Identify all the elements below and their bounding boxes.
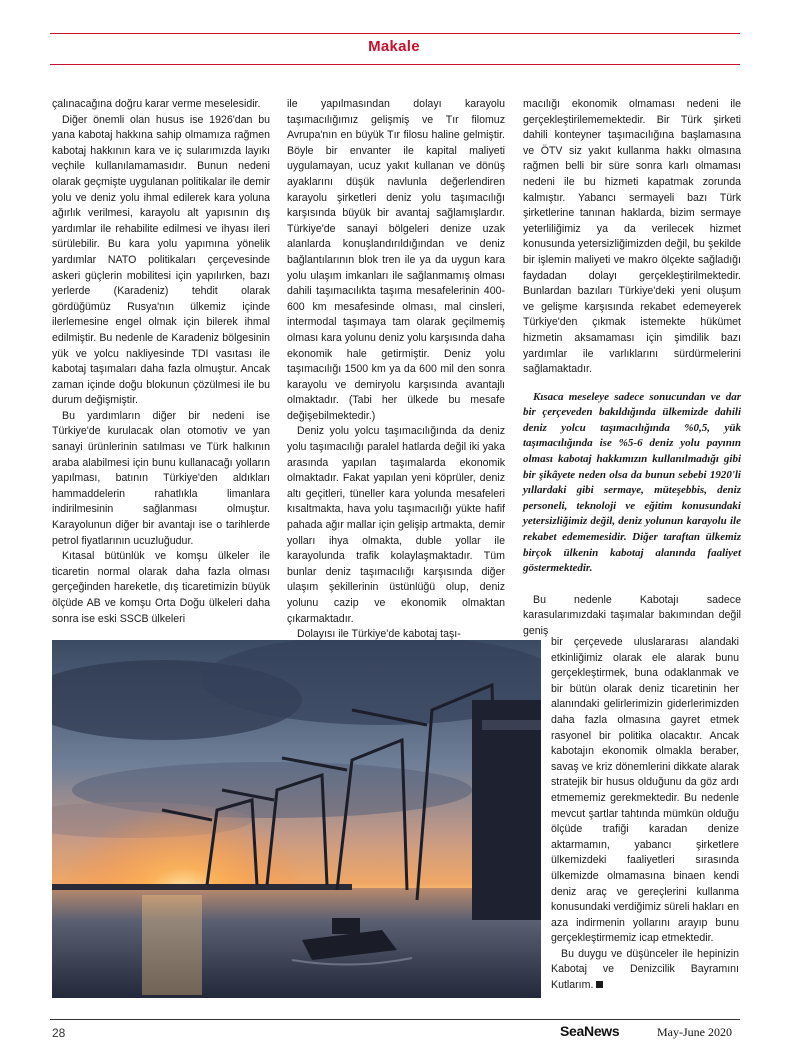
paragraph: Kıtasal bütünlük ve komşu ülkeler ile ticaretin normal olarak daha fazla olması gerçeğinden hareketle, dış ticaretimizin büyük ölçüde AB ve komşu Orta Doğu ülkeleri daha sonra ise eski SSCB ülkeleri <box>52 550 270 625</box>
paragraph: Deniz yolu yolcu taşımacılığında da deniz yolu taşımacılığı paralel hatlarda değil iki yaka arasında yapılan taşımalarda ekonomik olmaktadır. Fakat yapılan yeni köprüler, deniz altı geçitleri, tüneller kara yolunda mesafeleri kısaltmakta, hava yolu taşımacılığı yükte hafif pahada ağır mallar için gelişip artmakta, demir yolları ihya olmakta, duble yollar ile karayolunda trafik kolaylaşmaktadır. Tüm bunlar deniz taşımacılığı karşısında diğer ulaşım şekillerinin üstünlüğü olup, deniz yolunu cazip ve ekonomik olmaktan çıkarmaktadır. <box>287 425 505 625</box>
paragraph: Bu yardımların diğer bir nedeni ise Türkiye'de kurulacak olan otomotiv ve yan sanayi ürünlerinin satılması ve Türk halkının araba alabilmesi için bunu kullanacağı yolların yapılması, batının Türkiye'den aldıkları hammaddelerin rahatlıkla limanlara indirilmesinin sağlanması olmuştur. Karayolunun diğer bir avantajı ise o tarihlerde petrol fiyatlarının ucuzluğudur. <box>52 409 270 547</box>
article-column-3-continued <box>551 635 739 994</box>
paragraph: Bu nedenle Kabotajı sadece karasularımızdaki taşımalar bakımından değil geniş <box>523 593 741 637</box>
paragraph: Diğer önemli olan husus ise 1926'dan bu yana kabotaj hakkına sahip olmamıza rağmen kabotaj hakkının kara ve iç sularımızda layıkı veçhile kullanılamamasıdır. Bunun nedeni olarak geçmişte uygulanan politikalar ile demir yolu ve deniz yolu ihmal edilerek kara yoluna ağırlık verilmesi, karayolu alt yapısının dış yardımlar ile rehabilite edilmesi ve ihyası ileri sürülebilir. Bu kara yolu yapımına yönelik yardımlar NATO politikaları çerçevesinde askeri güçlerin mobilitesi için yapılırken, bazı yerlerde (Karadeniz) tehdit olarak gördüğümüz Rusya'nın ülkemiz içinde ilerlemesine engel olmak için bilerek ihmal edilmiştir. Bu nedenle de Karadeniz bölgesinin yük ve yolcu nakliyesinde TDI vasıtası ile kabotaj taşımaları daha fazla olmuştur. Ancak zaman içinde doğu blokunun çözülmesi ile bu durum değişmiştir. <box>52 113 270 407</box>
header-rule-bottom <box>50 64 740 65</box>
issue-date: May-June 2020 <box>657 1025 732 1039</box>
harbor-photo <box>52 640 541 998</box>
end-mark-icon <box>596 981 603 988</box>
article-column-3 <box>523 97 741 640</box>
article-column-1 <box>52 97 270 627</box>
footer-rule <box>50 1019 740 1020</box>
article-column-2 <box>287 97 505 643</box>
section-title: Makale <box>368 38 420 55</box>
paragraph: çalınacağına doğru karar verme meselesidir. <box>52 98 261 110</box>
page-number: 28 <box>52 1026 66 1040</box>
paragraph: macılığı ekonomik olmaması nedeni ile gerçekleştirilememektedir. Bir Türk şirketi dahili konteyner taşımacılığına başlamasına ve ÖTV siz yakıt kullanma hakkı olmasına rağmen belli bir süre sonra karlı olmaması nedeni ile bu hizmeti kapatmak zorunda kalmıştır. Yabancı sermayeli bazı Türk şirketlerine tanınan haklarda, bizim sermaye yeterliliğimiz ya da verilecek hizmet konusunda yetersizliğimizden değil, bu şekilde bir işlemin maliyeti ve makro ölçekte sağladığı faydadan dolayı gerçekleştirilmektedir. Bunlardan bazıları Türkiye'deki yeni oluşum ve gelişme karşısında rekabet edemeyerek Türkiye'den çıkmak istemekte hükümet hizmetin aksamaması için şimdilik bazı yardımlar ile varlıklarını sürdürmelerini sağlamaktadır. <box>523 98 741 376</box>
closing-text: Bu duygu ve düşünceler ile hepinizin Kabotaj ve Denizcilik Bayramını Kutlarım. <box>551 947 739 992</box>
paragraph: Dolayısı ile Türkiye'de kabotaj taşı- <box>297 628 461 641</box>
header-rule-top <box>50 33 740 34</box>
paragraph: ile yapılmasından dolayı karayolu taşımacılığımız gelişmiş ve Tır filomuz Avrupa'nın en büyük Tır filosu haline gelmiştir. Böyle bir envanter ile kapital maliyeti uygulamayan, ucuz yakıt kullanan ve dönüş ayaklarını düşük navlunla değerlendiren karayolu şirketleri deniz yolu taşımacılığı karşısında büyük bir avantaj sağlamışlardır. Türkiye'de sanayi bölgeleri denize uzak alanlarda konuşlandırıldığından ve deniz bağlantılarının blok tren ile ya da uygun kara yolu ulaşım imkanları ile sağlanmamış olması dahili taşımacılıkta taşıma mesafelerinin 400-600 km mesafesinde olması, mal cinsleri, intermodal taşımaya tam olarak geçilmemiş olması kara yolunu deniz yolu karşısında daha ekonomik hale getirmiştir. Deniz yolu taşımacılığı 1500 km ya da 600 mil den sonra karayolu ve demiryolu karşısında avantajlı olmaktadır. (Tabi her ülkede bu mesafe değişebilmektedir.) <box>287 98 505 422</box>
harbor-cranes-sunset-image <box>52 640 541 998</box>
pull-quote: Kısaca meseleye sadece sonucundan ve dar bir çerçeveden bakıldığında ülkemizde dahili deniz yolcu taşımacılığında %0,5, yük taşımacılığında ise %5-6 deniz yolu payının olması kabotaj hakkımızın kullanılmadığı gibi bir şikâyete neden olsa da bunun sebebi 1920'li yıllardaki gibi sermaye, müteşebbis, deniz personeli, teknoloji ve eğitim konusundaki yetersizliğimiz değil, deniz yolunun karayolu ile rekabet edememesidir. Diğer taraftan ülkemiz birçok ülkenin kabotaj alanında faaliyet göstermektedir. <box>523 390 741 575</box>
closing-paragraph <box>551 947 739 994</box>
paragraph: bir çerçevede uluslararası alandaki etkinliğimiz olarak ele alarak bunu gerçekleştirmek, buna odaklanmak ve bir bütün olarak deniz ticaretinin her alanındaki gelirlerimizin giderlerimizden daha fazla olmasına gayret etmek rasyonel bir politika olacaktır. Ancak kabotajın ekonomik olmakla beraber, savaş ve kriz dönemlerini dikkate alarak stratejik bir husus olduğunu da göz ardı etmememiz gerekmektedir. Bu nedenle mevcut şartlar tahtında mümkün olduğu ölçüde trafiği karadan denize aktarmamın, yabancı şirketlere ülkemizdeki faaliyetleri sırasında ülkemizde olmamasına binaen kendi deniz araç ve gereçlerini kullanma konusundaki verdiğimiz süreli hakları en aza indirmenin yollarını arayıp bunu gerçekleştirmemiz icap etmektedir. <box>551 636 739 945</box>
magazine-brand-logo: SeaNews <box>560 1023 620 1039</box>
